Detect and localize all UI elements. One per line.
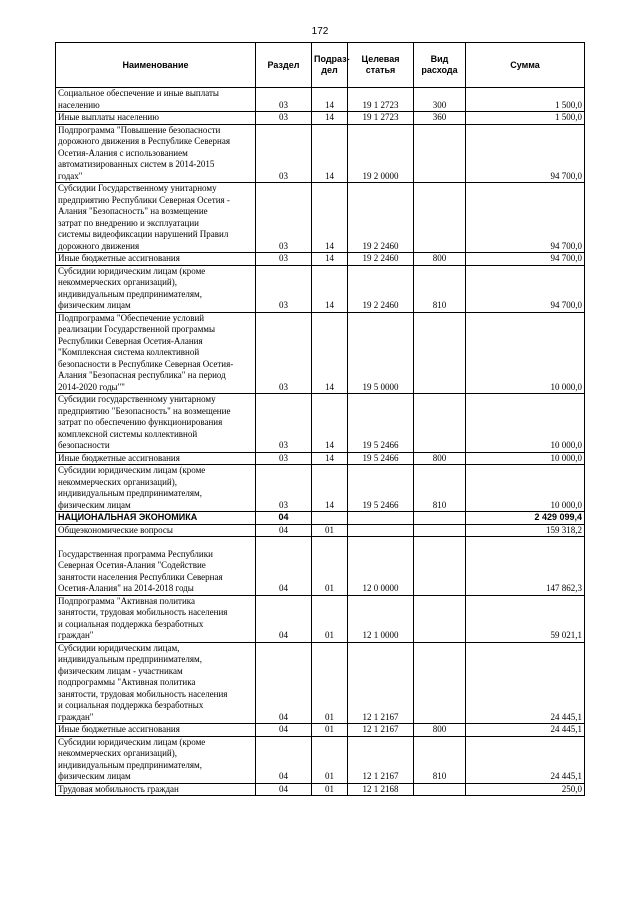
row-name: Иные выплаты населению [56, 112, 256, 125]
row-razdel: 04 [256, 524, 312, 537]
row-name: Субсидии юридическим лицам (кроме некоммерческих организаций), индивидуальным предпринимателям, физическим лицам [56, 736, 256, 783]
row-statya: 12 1 2167 [348, 724, 414, 737]
row-name: Субсидии юридическим лицам, индивидуальным предпринимателям, физическим лицам - участникам подпрограммы "Активная политика занятости, трудовая мобильность населения и социальная поддержка безработных граждан" [56, 642, 256, 724]
row-name: Субсидии юридическим лицам (кроме некоммерческих организаций), индивидуальным предпринимателям, физическим лицам [56, 265, 256, 312]
row-razdel: 03 [256, 465, 312, 512]
row-podrazdel: 14 [312, 465, 348, 512]
row-statya: 19 1 2723 [348, 112, 414, 125]
row-podrazdel: 14 [312, 112, 348, 125]
row-podrazdel: 14 [312, 312, 348, 394]
row-razdel: 03 [256, 124, 312, 183]
row-statya [348, 524, 414, 537]
row-summa: 59 021,1 [466, 595, 585, 642]
row-summa: 94 700,0 [466, 183, 585, 253]
row-statya: 19 5 2466 [348, 465, 414, 512]
table-row [56, 595, 585, 642]
row-razdel: 04 [256, 783, 312, 796]
table-body [56, 88, 585, 796]
table-row [56, 524, 585, 537]
row-name: Общеэкономические вопросы [56, 524, 256, 537]
table-row [56, 736, 585, 783]
page-number: 172 [311, 26, 329, 37]
row-statya: 19 1 2723 [348, 88, 414, 112]
table-row [56, 265, 585, 312]
row-razdel: 03 [256, 265, 312, 312]
row-vid [414, 595, 466, 642]
table-row [56, 124, 585, 183]
row-summa: 10 000,0 [466, 394, 585, 453]
row-vid: 360 [414, 112, 466, 125]
row-summa: 10 000,0 [466, 465, 585, 512]
row-name: Иные бюджетные ассигнования [56, 724, 256, 737]
row-statya: 12 1 0000 [348, 595, 414, 642]
row-summa: 2 429 099,4 [466, 512, 585, 525]
row-podrazdel: 01 [312, 642, 348, 724]
table-row [56, 88, 585, 112]
row-name: Социальное обеспечение и иные выплаты населению [56, 88, 256, 112]
row-razdel: 03 [256, 183, 312, 253]
row-statya: 19 5 2466 [348, 394, 414, 453]
row-razdel: 04 [256, 537, 312, 596]
row-podrazdel: 01 [312, 537, 348, 596]
table-row [56, 312, 585, 394]
row-summa: 94 700,0 [466, 265, 585, 312]
row-summa: 94 700,0 [466, 124, 585, 183]
row-razdel: 04 [256, 724, 312, 737]
row-razdel: 03 [256, 452, 312, 465]
row-name: Государственная программа Республики Северная Осетия-Алания "Содействие занятости населения Республики Северная Осетия-Алания" на 2014-2018 годы [56, 537, 256, 596]
row-statya: 19 2 2460 [348, 253, 414, 266]
row-vid: 800 [414, 724, 466, 737]
row-razdel: 03 [256, 88, 312, 112]
header-vid: Вид расхода [414, 43, 466, 88]
row-name: Трудовая мобильность граждан [56, 783, 256, 796]
row-name: Субсидии государственному унитарному предприятию "Безопасность" на возмещение затрат по обеспечению функционирования комплексной системы коллективной безопасности [56, 394, 256, 453]
table-row [56, 642, 585, 724]
row-name: Субсидии Государственному унитарному предприятию Республики Северная Осетия - Алания "Безопасность" на возмещение затрат по внедрению и эксплуатации системы видеофиксации нарушений Правил дорожного движения [56, 183, 256, 253]
row-podrazdel: 14 [312, 253, 348, 266]
row-name: Иные бюджетные ассигнования [56, 452, 256, 465]
row-podrazdel: 14 [312, 124, 348, 183]
row-statya: 12 1 2167 [348, 736, 414, 783]
row-statya: 12 1 2167 [348, 642, 414, 724]
row-statya: 12 1 2168 [348, 783, 414, 796]
row-vid: 810 [414, 465, 466, 512]
row-vid [414, 783, 466, 796]
row-vid [414, 183, 466, 253]
row-vid [414, 512, 466, 525]
row-razdel: 04 [256, 595, 312, 642]
header-podrazdel: Подраз- дел [312, 43, 348, 88]
row-name: Субсидии юридическим лицам (кроме некоммерческих организаций), индивидуальным предпринимателям, физическим лицам [56, 465, 256, 512]
row-name: Подпрограмма "Обеспечение условий реализации Государственной программы Республики Северная Осетия-Алания "Комплексная система коллективной безопасности в Республике Северная Осетия- Алания "Безопасная республика" на период 2014-2020 годы"" [56, 312, 256, 394]
table-row [56, 724, 585, 737]
table-row [56, 112, 585, 125]
row-statya: 19 5 0000 [348, 312, 414, 394]
budget-table [55, 42, 585, 796]
row-vid [414, 642, 466, 724]
row-vid [414, 312, 466, 394]
table-row [56, 183, 585, 253]
row-podrazdel: 01 [312, 783, 348, 796]
row-razdel: 03 [256, 312, 312, 394]
row-vid [414, 394, 466, 453]
row-summa: 250,0 [466, 783, 585, 796]
row-podrazdel: 14 [312, 394, 348, 453]
header-statya: Целевая статья [348, 43, 414, 88]
header-razdel: Раздел [256, 43, 312, 88]
row-razdel: 04 [256, 736, 312, 783]
table-row [56, 253, 585, 266]
header-name: Наименование [56, 43, 256, 88]
row-podrazdel: 01 [312, 736, 348, 783]
row-podrazdel: 01 [312, 595, 348, 642]
table-row [56, 394, 585, 453]
row-podrazdel: 01 [312, 524, 348, 537]
table-row [56, 783, 585, 796]
row-razdel: 04 [256, 512, 312, 525]
row-statya: 19 2 0000 [348, 124, 414, 183]
row-summa: 24 445,1 [466, 736, 585, 783]
row-statya: 12 0 0000 [348, 537, 414, 596]
row-razdel: 03 [256, 394, 312, 453]
row-podrazdel: 14 [312, 265, 348, 312]
row-statya: 19 5 2466 [348, 452, 414, 465]
row-name: Подпрограмма "Повышение безопасности дорожного движения в Республике Северная Осетия-Алания с использованием автоматизированных систем в 2014-2015 годах" [56, 124, 256, 183]
row-vid: 800 [414, 253, 466, 266]
row-summa: 24 445,1 [466, 724, 585, 737]
row-vid [414, 124, 466, 183]
row-podrazdel [312, 512, 348, 525]
row-statya: 19 2 2460 [348, 183, 414, 253]
table-row [56, 512, 585, 525]
row-razdel: 03 [256, 112, 312, 125]
row-summa: 10 000,0 [466, 312, 585, 394]
row-summa: 1 500,0 [466, 88, 585, 112]
row-vid: 810 [414, 736, 466, 783]
row-summa: 10 000,0 [466, 452, 585, 465]
table-row [56, 537, 585, 596]
row-razdel: 03 [256, 253, 312, 266]
row-summa: 147 862,3 [466, 537, 585, 596]
table-row [56, 452, 585, 465]
table-header-row [56, 43, 585, 88]
header-summa: Сумма [466, 43, 585, 88]
row-statya [348, 512, 414, 525]
row-vid [414, 524, 466, 537]
row-podrazdel: 01 [312, 724, 348, 737]
row-podrazdel: 14 [312, 88, 348, 112]
row-name: Подпрограмма "Активная политика занятости, трудовая мобильность населения и социальная поддержка безработных граждан" [56, 595, 256, 642]
row-vid: 800 [414, 452, 466, 465]
row-podrazdel: 14 [312, 183, 348, 253]
row-summa: 94 700,0 [466, 253, 585, 266]
row-vid: 810 [414, 265, 466, 312]
row-summa: 24 445,1 [466, 642, 585, 724]
row-vid [414, 537, 466, 596]
row-name: НАЦИОНАЛЬНАЯ ЭКОНОМИКА [56, 512, 256, 525]
row-statya: 19 2 2460 [348, 265, 414, 312]
row-summa: 159 318,2 [466, 524, 585, 537]
row-name: Иные бюджетные ассигнования [56, 253, 256, 266]
table-row [56, 465, 585, 512]
row-summa: 1 500,0 [466, 112, 585, 125]
row-razdel: 04 [256, 642, 312, 724]
row-podrazdel: 14 [312, 452, 348, 465]
row-vid: 300 [414, 88, 466, 112]
